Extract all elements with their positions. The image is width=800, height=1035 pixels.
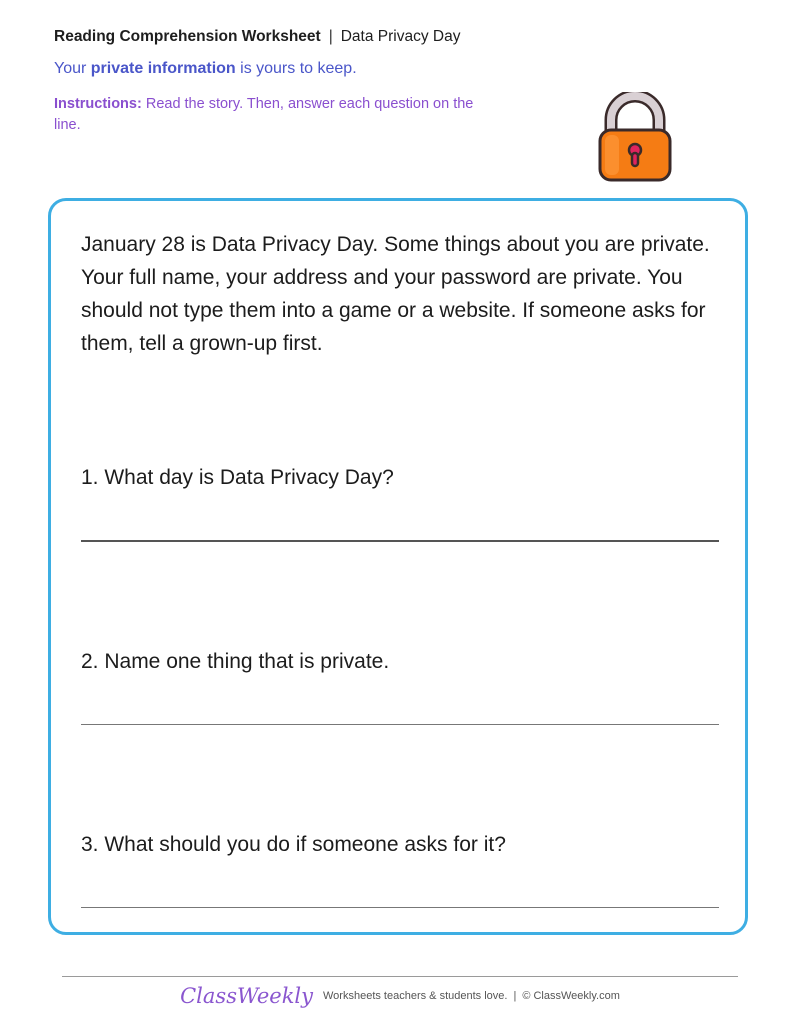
footer-tagline bbox=[323, 990, 620, 1002]
instructions-label: Instructions: bbox=[54, 96, 142, 112]
answer-line-3[interactable] bbox=[81, 907, 719, 908]
subtitle-pre: Your bbox=[54, 60, 91, 77]
story-passage: January 28 is Data Privacy Day. Some things about you are private. Your full name, your address and your password are private. You should not type them into a game or a website. If someone asks for them, tell a grown-up first. bbox=[81, 233, 710, 355]
instructions bbox=[54, 94, 484, 136]
subtitle-post: is yours to keep. bbox=[235, 60, 357, 77]
worksheet-title: Reading Comprehension Worksheet bbox=[54, 28, 321, 45]
brand-logo: ClassWeekly bbox=[180, 984, 313, 1008]
question-3: 3. What should you do if someone asks for it? bbox=[81, 833, 506, 856]
worksheet-header bbox=[54, 28, 460, 46]
answer-line-2[interactable] bbox=[81, 724, 719, 725]
header-separator: | bbox=[328, 28, 333, 45]
copyright-text: © ClassWeekly.com bbox=[522, 990, 620, 1002]
subtitle-emphasis: private information bbox=[90, 60, 236, 77]
worksheet-topic: Data Privacy Day bbox=[340, 28, 461, 45]
instructions-text: Read the story. Then, answer each question on the line. bbox=[54, 96, 474, 133]
footer bbox=[0, 984, 800, 1008]
footer-separator: | bbox=[513, 990, 517, 1002]
padlock-icon bbox=[594, 92, 676, 184]
answer-line-1[interactable] bbox=[81, 540, 719, 542]
question-2: 2. Name one thing that is private. bbox=[81, 650, 390, 673]
question-1: 1. What day is Data Privacy Day? bbox=[81, 466, 394, 489]
subtitle bbox=[54, 60, 357, 78]
tagline-text: Worksheets teachers & students love. bbox=[323, 990, 508, 1002]
footer-divider bbox=[62, 976, 738, 977]
